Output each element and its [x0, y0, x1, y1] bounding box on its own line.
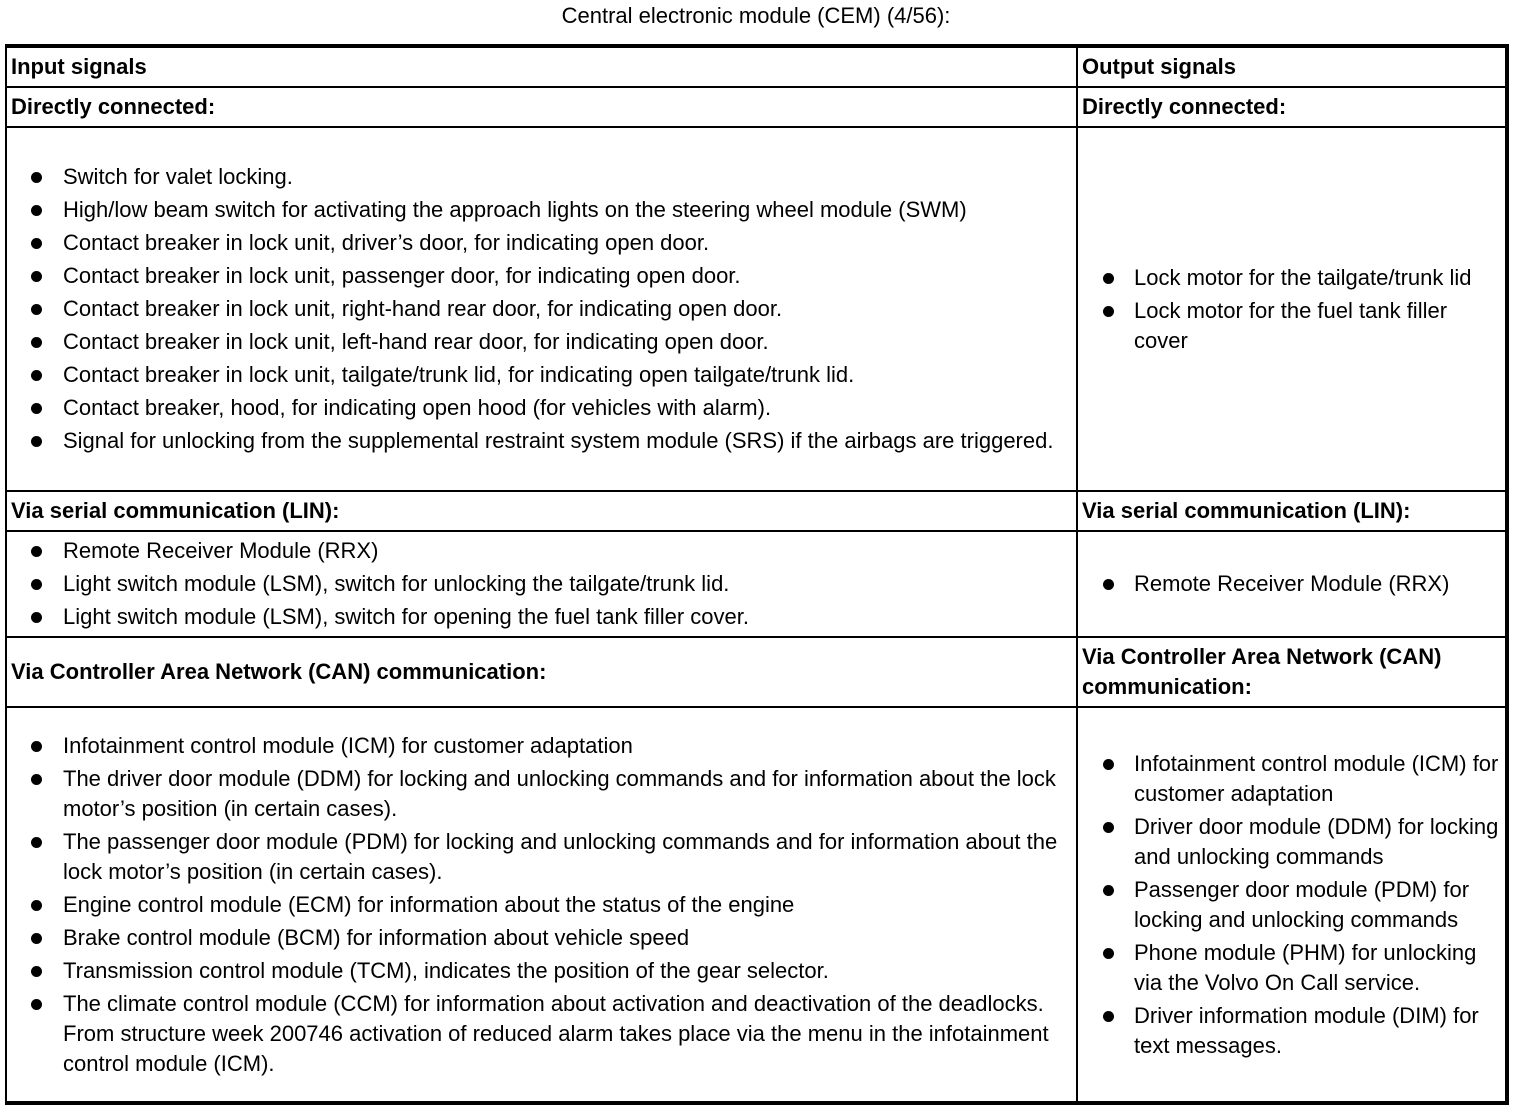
- section-body-row-lin: [7, 531, 1505, 637]
- input-signal-list: [11, 731, 1072, 1079]
- output-list-cell: [1077, 707, 1505, 1101]
- input-list-cell: [7, 531, 1077, 637]
- bullet-icon: [31, 999, 42, 1010]
- bullet-icon: [31, 546, 42, 557]
- list-item: Switch for valet locking.: [11, 162, 1072, 192]
- list-item: Transmission control module (TCM), indicates the position of the gear selector.: [11, 956, 1072, 986]
- list-item: Infotainment control module (ICM) for customer adaptation: [1082, 749, 1501, 809]
- bullet-icon: [31, 205, 42, 216]
- bullet-icon: [31, 933, 42, 944]
- section-body-row-can: [7, 707, 1505, 1101]
- list-item: Signal for unlocking from the supplemental restraint system module (SRS) if the airbags are triggered.: [11, 426, 1072, 456]
- list-item: Light switch module (LSM), switch for unlocking the tailgate/trunk lid.: [11, 569, 1072, 599]
- list-item: Remote Receiver Module (RRX): [11, 536, 1072, 566]
- list-item: Brake control module (BCM) for information about vehicle speed: [11, 923, 1072, 953]
- list-item: Contact breaker in lock unit, passenger door, for indicating open door.: [11, 261, 1072, 291]
- list-item: Infotainment control module (ICM) for customer adaptation: [11, 731, 1072, 761]
- input-signals-header: Input signals: [7, 48, 1077, 87]
- bullet-icon: [31, 370, 42, 381]
- output-section-heading: Via serial communication (LIN):: [1077, 491, 1505, 531]
- list-item: Contact breaker in lock unit, driver’s door, for indicating open door.: [11, 228, 1072, 258]
- bullet-icon: [31, 271, 42, 282]
- bullet-icon: [1103, 948, 1114, 959]
- bullet-icon: [31, 741, 42, 752]
- list-item: Driver door module (DDM) for locking and unlocking commands: [1082, 812, 1501, 872]
- signals-table: [7, 48, 1505, 1101]
- input-list-cell: [7, 707, 1077, 1101]
- bullet-icon: [31, 172, 42, 183]
- bullet-icon: [31, 900, 42, 911]
- bullet-icon: [31, 837, 42, 848]
- input-list-cell: [7, 127, 1077, 491]
- bullet-icon: [1103, 1011, 1114, 1022]
- input-section-heading: Via Controller Area Network (CAN) communication:: [7, 637, 1077, 707]
- bullet-icon: [31, 304, 42, 315]
- bullet-icon: [31, 403, 42, 414]
- list-item: The driver door module (DDM) for locking and unlocking commands and for information about the lock motor’s position (in certain cases).: [11, 764, 1072, 824]
- table-header-row: [7, 48, 1505, 87]
- list-item: The climate control module (CCM) for information about activation and deactivation of the deadlocks. From structure week 200746 activation of reduced alarm takes place via the menu in the infotainment control module (ICM).: [11, 989, 1072, 1079]
- list-item: Remote Receiver Module (RRX): [1082, 569, 1501, 599]
- list-item: Driver information module (DIM) for text messages.: [1082, 1001, 1501, 1061]
- bullet-icon: [1103, 306, 1114, 317]
- list-item: Contact breaker in lock unit, left-hand rear door, for indicating open door.: [11, 327, 1072, 357]
- list-item: Lock motor for the tailgate/trunk lid: [1082, 263, 1501, 293]
- input-section-heading: Via serial communication (LIN):: [7, 491, 1077, 531]
- bullet-icon: [1103, 885, 1114, 896]
- bullet-icon: [1103, 822, 1114, 833]
- signals-table-frame: [5, 44, 1509, 1105]
- bullet-icon: [31, 238, 42, 249]
- output-section-heading: Via Controller Area Network (CAN) communication:: [1077, 637, 1505, 707]
- bullet-icon: [31, 337, 42, 348]
- output-signal-list: [1082, 749, 1501, 1061]
- list-item: Phone module (PHM) for unlocking via the Volvo On Call service.: [1082, 938, 1501, 998]
- bullet-icon: [31, 774, 42, 785]
- input-section-heading: Directly connected:: [7, 87, 1077, 127]
- list-item: Light switch module (LSM), switch for opening the fuel tank filler cover.: [11, 602, 1072, 632]
- section-heading-row-can: [7, 637, 1505, 707]
- list-item: Engine control module (ECM) for information about the status of the engine: [11, 890, 1072, 920]
- section-body-row-direct: [7, 127, 1505, 491]
- list-item: Contact breaker, hood, for indicating open hood (for vehicles with alarm).: [11, 393, 1072, 423]
- bullet-icon: [31, 579, 42, 590]
- bullet-icon: [1103, 759, 1114, 770]
- bullet-icon: [31, 436, 42, 447]
- output-signals-header: Output signals: [1077, 48, 1505, 87]
- output-signal-list: [1082, 263, 1501, 356]
- bullet-icon: [31, 612, 42, 623]
- bullet-icon: [1103, 273, 1114, 284]
- bullet-icon: [1103, 579, 1114, 590]
- output-list-cell: [1077, 127, 1505, 491]
- section-heading-row-lin: [7, 491, 1505, 531]
- output-list-cell: [1077, 531, 1505, 637]
- bullet-icon: [31, 966, 42, 977]
- list-item: High/low beam switch for activating the approach lights on the steering wheel module (SWM): [11, 195, 1072, 225]
- list-item: Passenger door module (PDM) for locking and unlocking commands: [1082, 875, 1501, 935]
- output-section-heading: Directly connected:: [1077, 87, 1505, 127]
- section-heading-row-direct: [7, 87, 1505, 127]
- list-item: Contact breaker in lock unit, right-hand rear door, for indicating open door.: [11, 294, 1072, 324]
- list-item: Lock motor for the fuel tank filler cover: [1082, 296, 1501, 356]
- input-signal-list: [11, 162, 1072, 456]
- page-title: Central electronic module (CEM) (4/56):: [561, 3, 951, 28]
- output-signal-list: [1082, 569, 1501, 599]
- list-item: The passenger door module (PDM) for locking and unlocking commands and for information about the lock motor’s position (in certain cases).: [11, 827, 1072, 887]
- list-item: Contact breaker in lock unit, tailgate/trunk lid, for indicating open tailgate/trunk lid.: [11, 360, 1072, 390]
- input-signal-list: [11, 536, 1072, 632]
